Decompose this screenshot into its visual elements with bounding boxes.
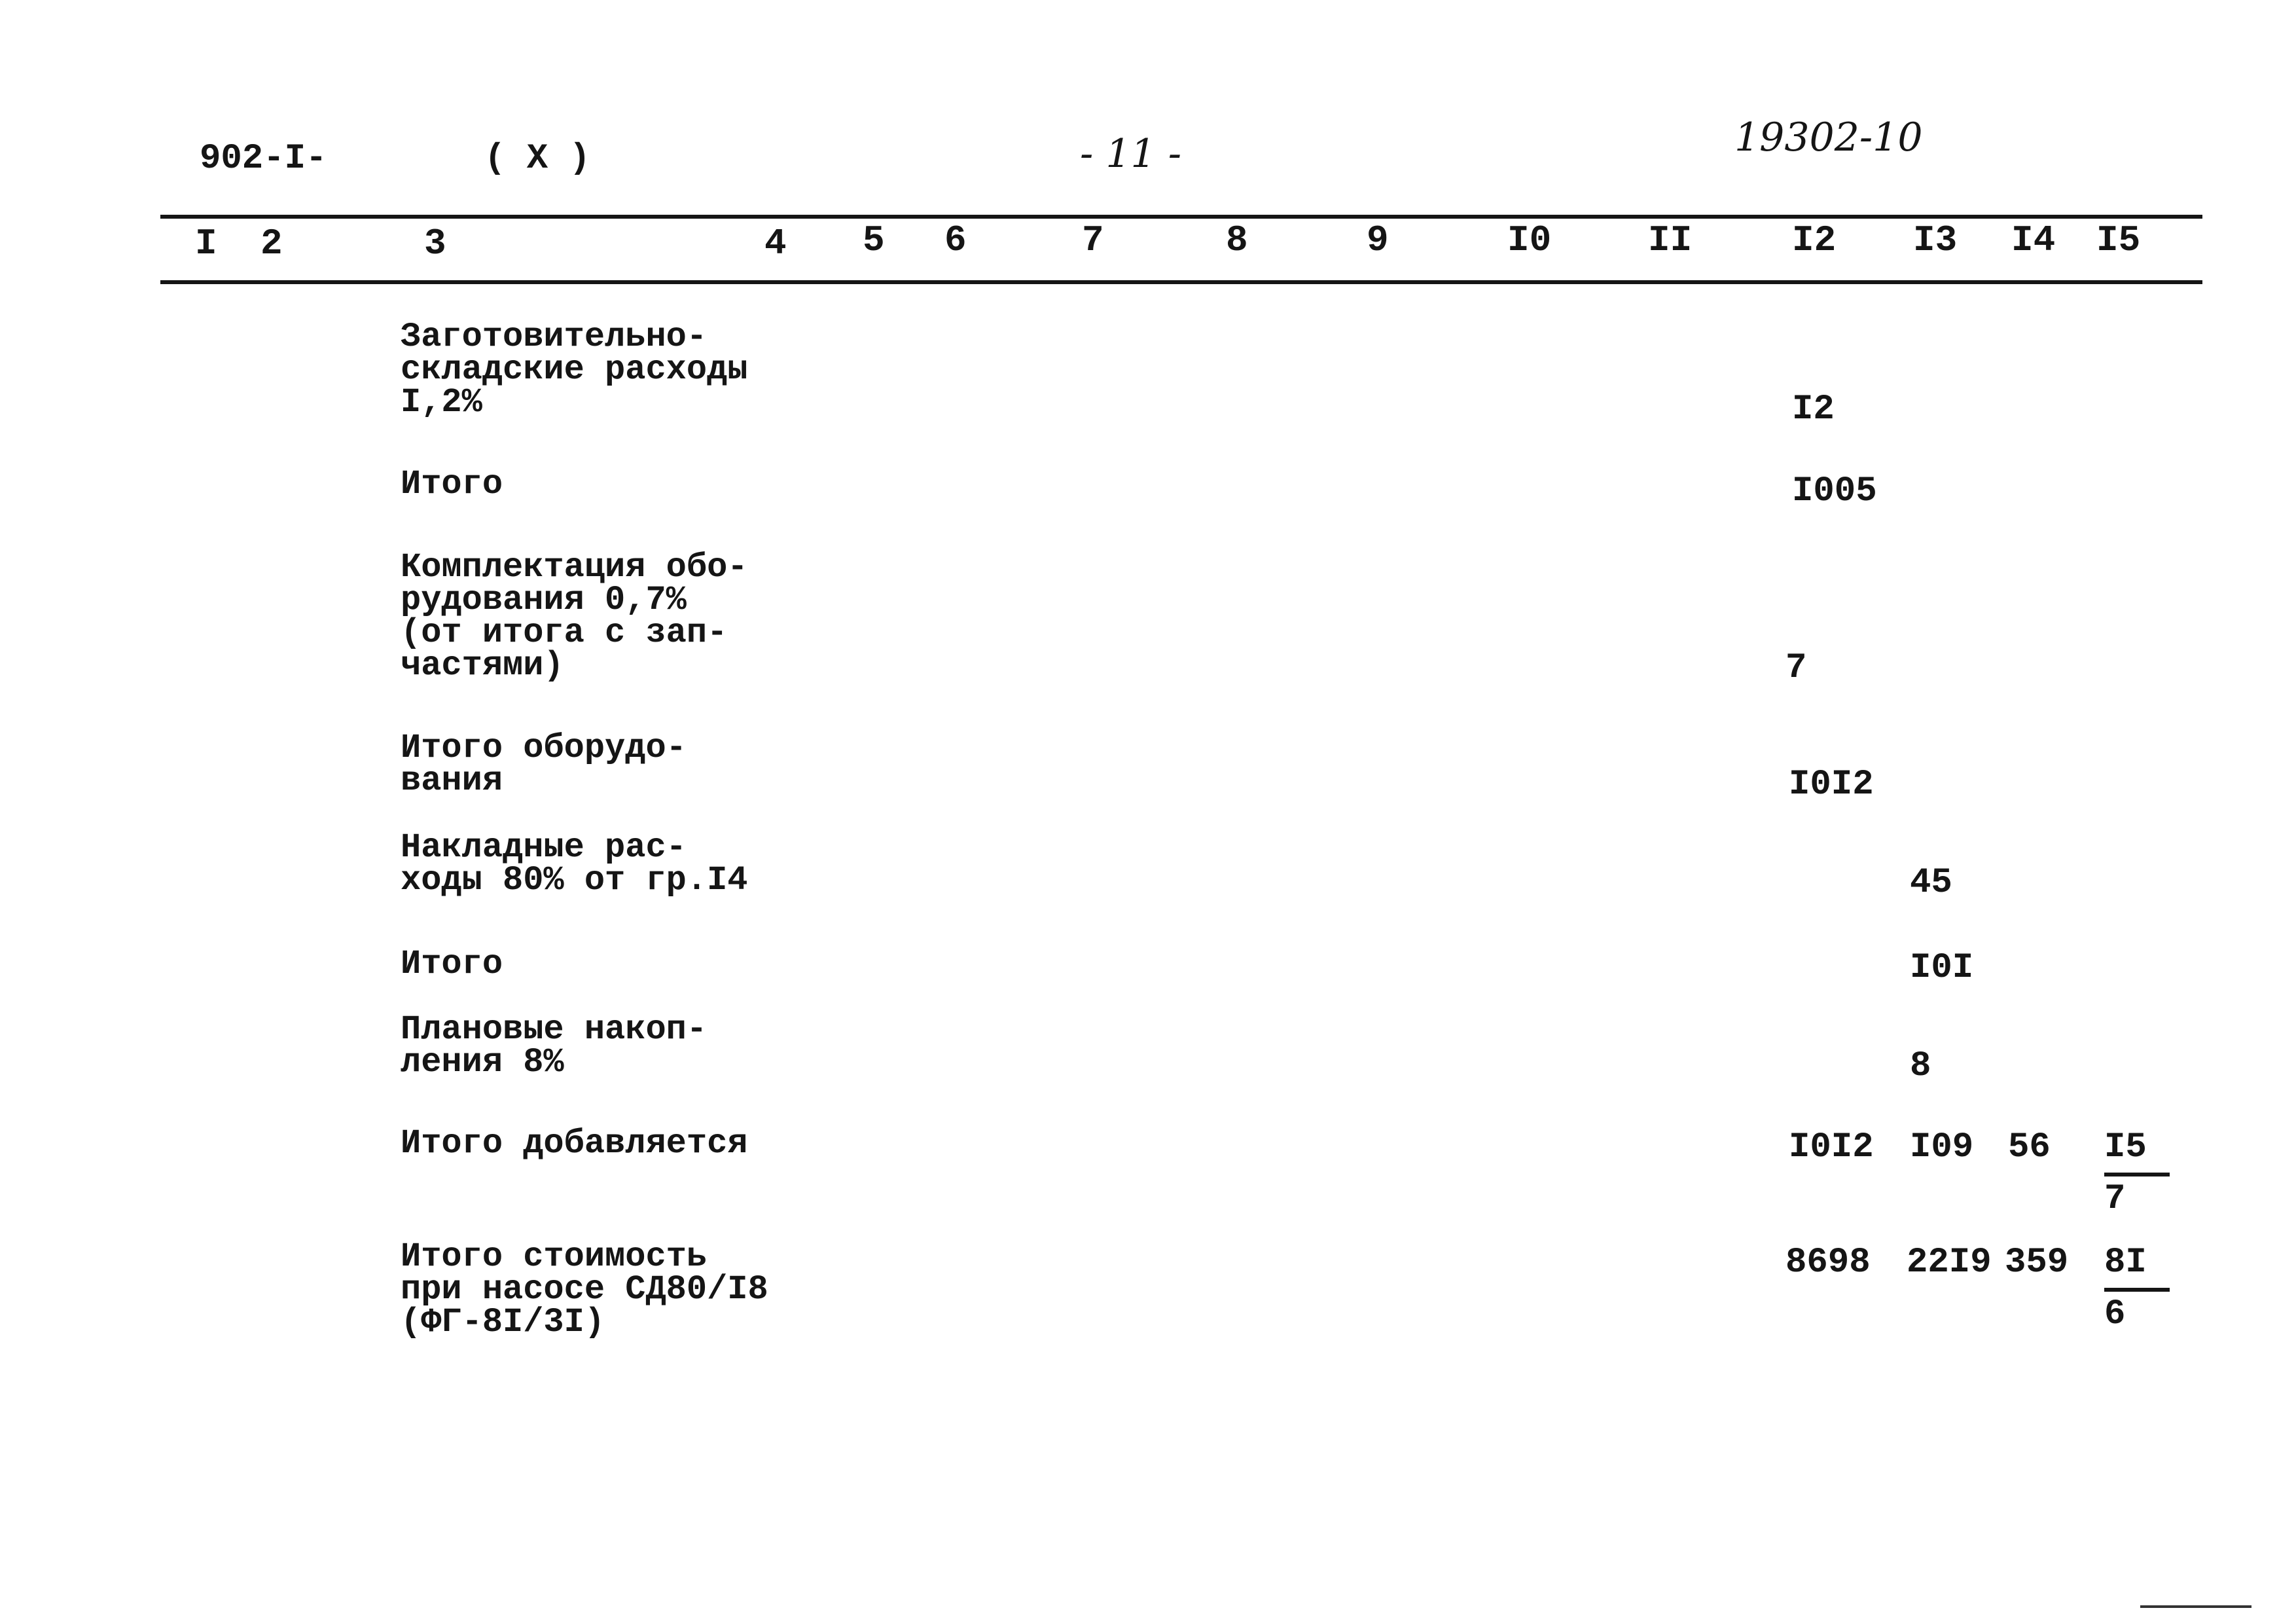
column-number-8: 8 [1226,219,1248,261]
fraction-numerator: 8I [2104,1243,2170,1292]
document-number: 19302-10 [1734,115,1923,160]
fraction-denominator: 7 [2104,1179,2126,1219]
column-number-5: 5 [863,219,885,261]
column-number-13: I3 [1913,219,1958,261]
column-number-3: 3 [424,223,446,264]
column-number-10: I0 [1507,219,1552,261]
column-number-1: I [195,223,217,264]
series-code: 902-I- [200,139,327,179]
column-number-6: 6 [944,219,967,261]
column-number-12: I2 [1792,219,1837,261]
column-number-7: 7 [1082,219,1104,261]
row-description: Итого добавляется [401,1124,748,1163]
row-value-col12: 8698 [1785,1243,1871,1283]
row-value-col13: I0I [1910,948,1974,988]
row-value-col12: I2 [1792,390,1835,429]
row-description: Итого стоимость при насосе СД80/I8 (ФГ-8I/3I) [401,1237,768,1341]
row-value-col13: 22I9 [1907,1243,1992,1283]
column-number-2: 2 [260,223,283,264]
row-value-col13: 45 [1910,863,1952,903]
row-description: Итого оборудо- вания [401,729,687,800]
table-header-bottom-rule [160,280,2202,284]
row-value-col12: I005 [1792,471,1877,511]
column-number-14: I4 [2011,219,2056,261]
row-description: Заготовительно- складские расходы I,2% [401,318,748,422]
page-number: - 11 - [1080,131,1182,177]
column-number-15: I5 [2096,219,2141,261]
fraction-numerator: I5 [2104,1127,2170,1176]
row-description: Плановые накоп- ления 8% [401,1010,708,1082]
row-description: Итого [401,465,503,503]
fraction-denominator: 6 [2104,1294,2126,1334]
column-number-11: II [1648,219,1693,261]
column-number-9: 9 [1367,219,1389,261]
row-value-col12: 7 [1785,648,1807,688]
column-number-4: 4 [764,223,787,264]
page-edge-mark [2140,1605,2251,1608]
row-description: Накладные рас- ходы 80% от гр.I4 [401,828,748,900]
row-description: Итого [401,945,503,983]
row-description: Комплектация обо- рудования 0,7% (от итога с зап- частями) [401,548,748,685]
section-mark: ( X ) [484,139,591,179]
row-value-col12: I0I2 [1789,765,1874,805]
row-value-col15-fraction [2104,1243,2170,1334]
row-value-col13: 8 [1910,1046,1931,1086]
table-top-rule [160,215,2202,219]
row-value-col15-fraction [2104,1127,2170,1219]
row-value-col13: I09 [1910,1127,1974,1167]
row-value-col14: 359 [2005,1243,2069,1283]
row-value-col14: 56 [2008,1127,2051,1167]
row-value-col12: I0I2 [1789,1127,1874,1167]
